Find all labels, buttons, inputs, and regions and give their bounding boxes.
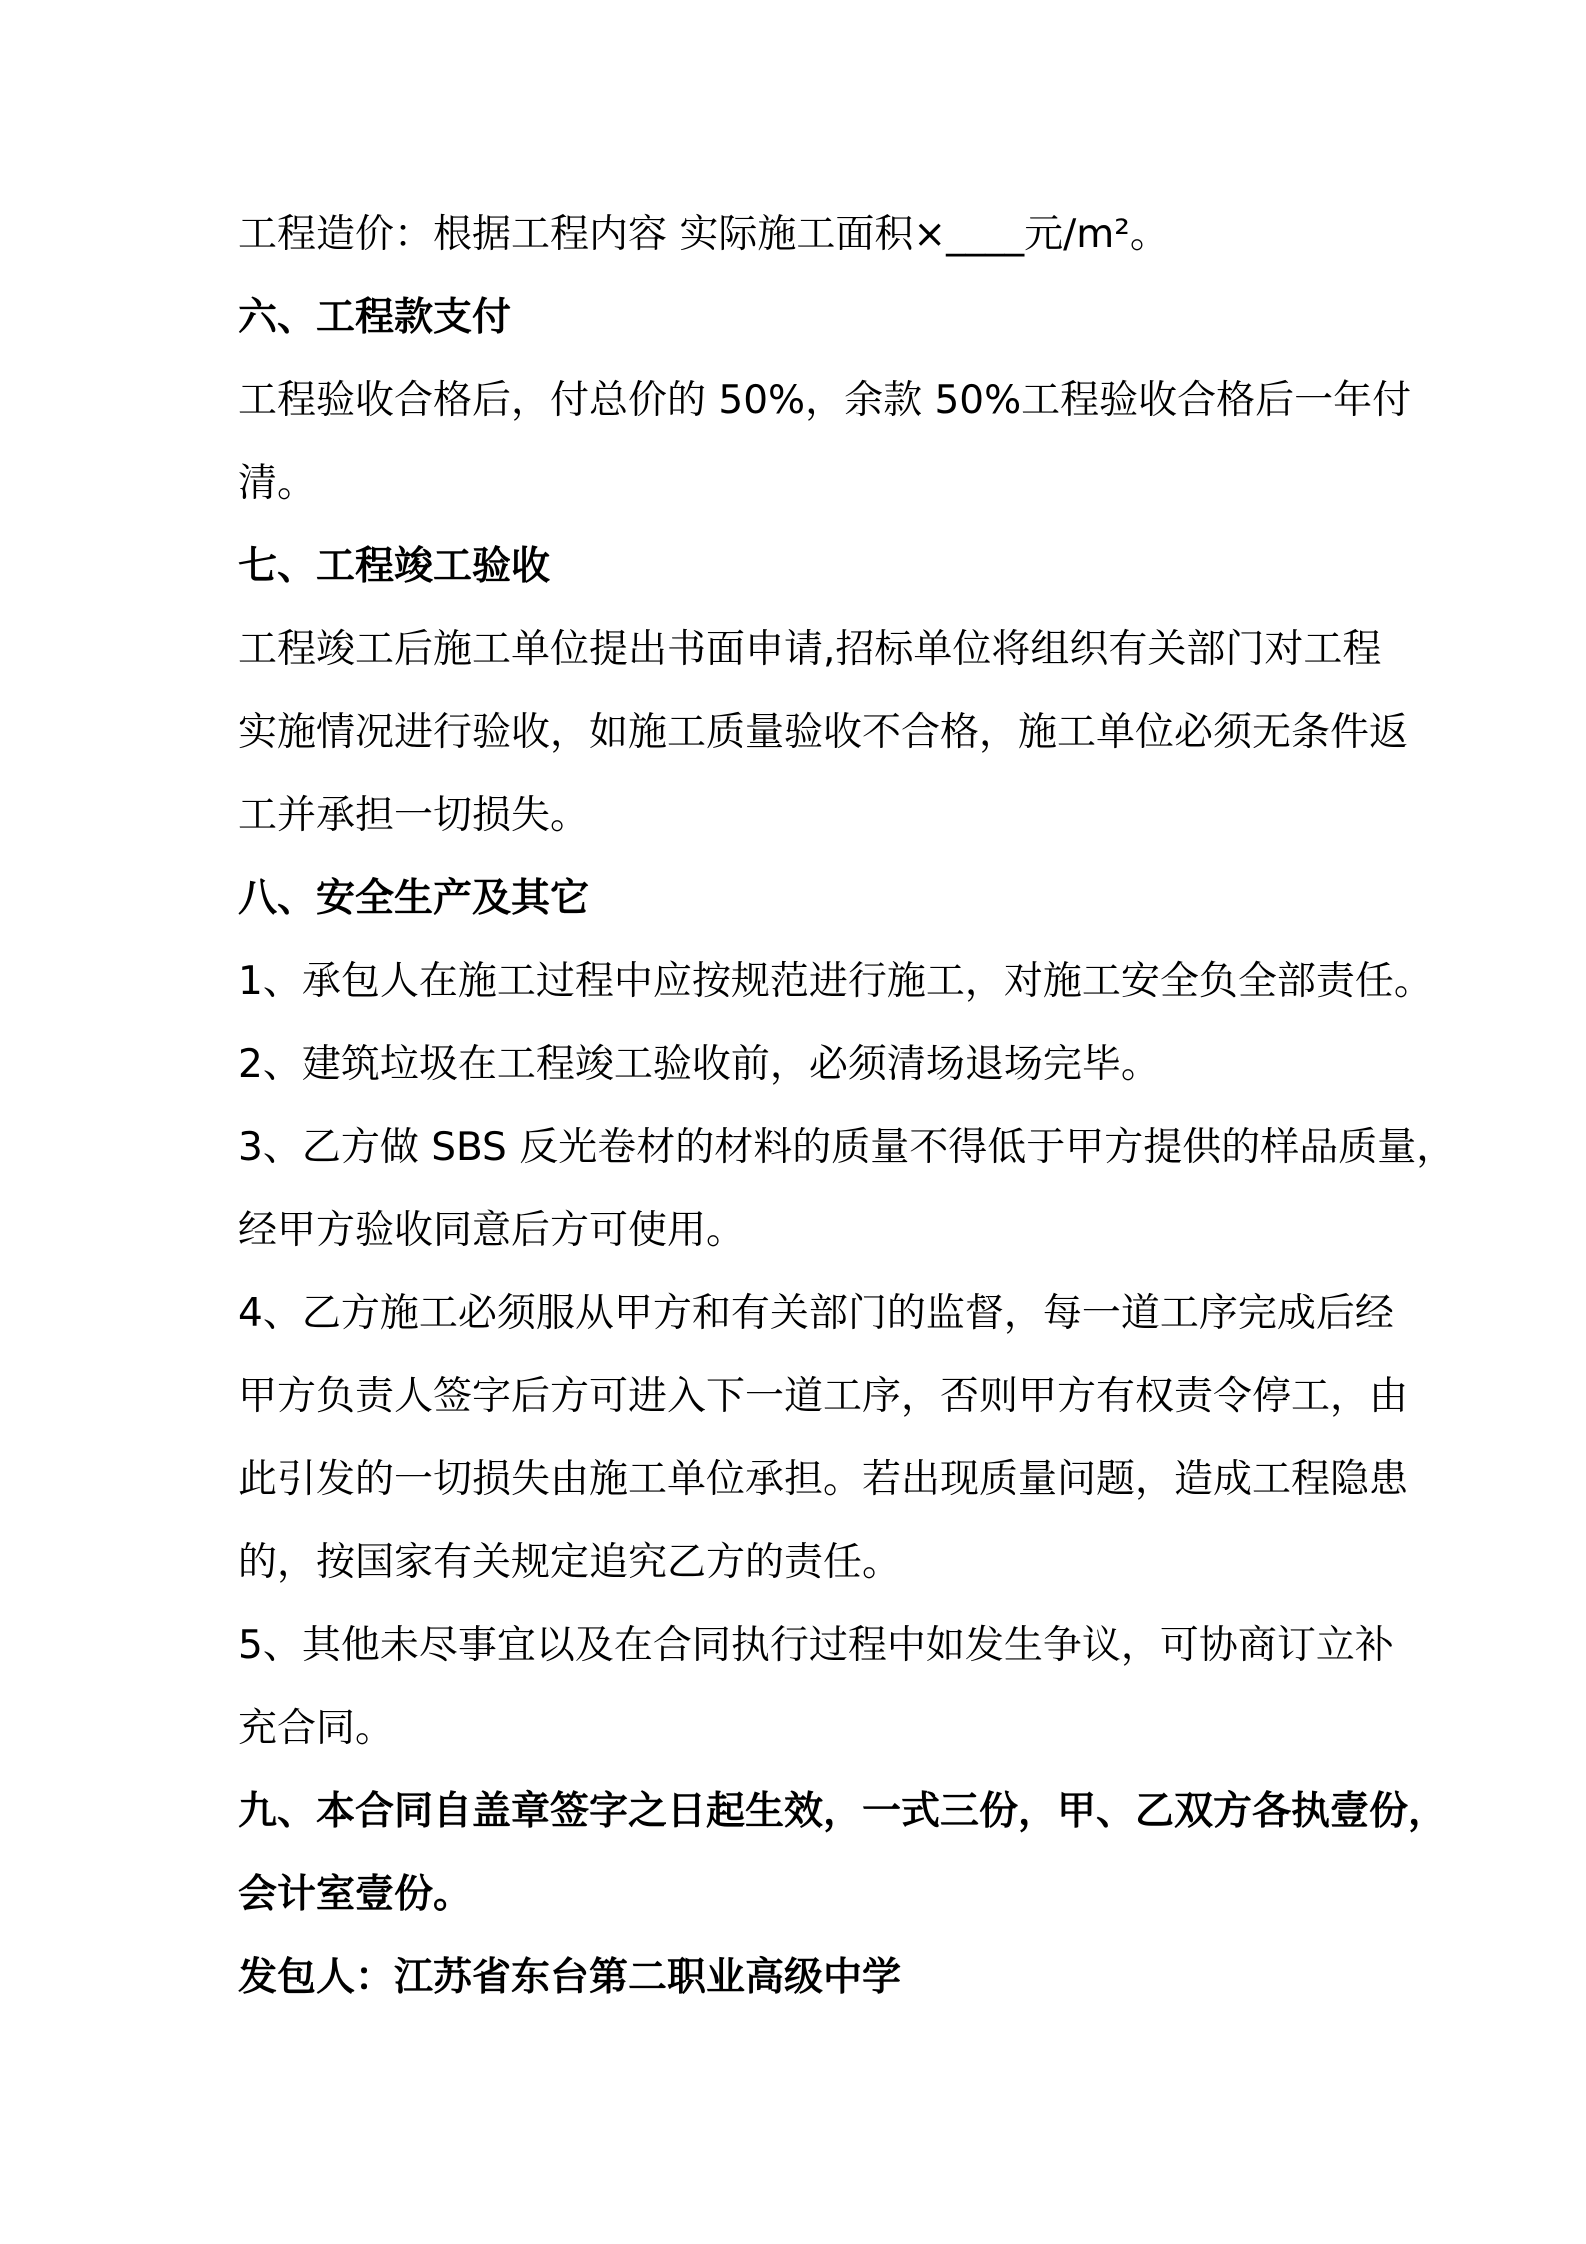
item-3-sbs-material-line-2: 经甲方验收同意后方可使用。 xyxy=(238,1208,746,1253)
item-4-supervision-line-2: 甲方负责人签字后方可进入下一道工序，否则甲方有权责令停工，由 xyxy=(238,1374,1409,1419)
line-project-cost: 工程造价：根据工程内容 实际施工面积×____元/m²。 xyxy=(238,212,1169,257)
heading-section-nine-effect-line-2: 会计室壹份。 xyxy=(238,1872,473,1917)
item-4-supervision-line-3: 此引发的一切损失由施工单位承担。若出现质量问题，造成工程隐患 xyxy=(238,1457,1409,1502)
para-acceptance-line-3: 工并承担一切损失。 xyxy=(238,793,590,838)
para-acceptance-line-1: 工程竣工后施工单位提出书面申请,招标单位将组织有关部门对工程 xyxy=(238,627,1382,672)
heading-section-nine-effect-line-1: 九、本合同自盖章签字之日起生效，一式三份，甲、乙双方各执壹份， xyxy=(238,1789,1448,1834)
item-5-disputes-line-1: 5、其他未尽事宜以及在合同执行过程中如发生争议，可协商订立补 xyxy=(238,1623,1394,1668)
para-acceptance-line-2: 实施情况进行验收，如施工质量验收不合格，施工单位必须无条件返 xyxy=(238,710,1409,755)
heading-section-eight-safety: 八、安全生产及其它 xyxy=(238,876,590,921)
item-3-sbs-material-line-1: 3、乙方做 SBS 反光卷材的材料的质量不得低于甲方提供的样品质量， xyxy=(238,1125,1456,1170)
contract-text-block xyxy=(238,193,1456,2019)
para-payment-line-2: 清。 xyxy=(238,461,317,506)
item-4-supervision-line-1: 4、乙方施工必须服从甲方和有关部门的监督，每一道工序完成后经 xyxy=(238,1291,1394,1336)
para-payment-line-1: 工程验收合格后，付总价的 50%，余款 50%工程验收合格后一年付 xyxy=(238,378,1412,423)
item-1-safety-responsibility: 1、承包人在施工过程中应按规范进行施工，对施工安全负全部责任。 xyxy=(238,959,1433,1004)
heading-section-six-payment: 六、工程款支付 xyxy=(238,295,512,340)
item-2-construction-waste: 2、建筑垃圾在工程竣工验收前，必须清场退场完毕。 xyxy=(238,1042,1160,1087)
line-employer-name: 发包人：江苏省东台第二职业高级中学 xyxy=(238,1955,902,2000)
heading-section-seven-acceptance: 七、工程竣工验收 xyxy=(238,544,551,589)
item-5-disputes-line-2: 充合同。 xyxy=(238,1706,395,1751)
item-4-supervision-line-4: 的，按国家有关规定追究乙方的责任。 xyxy=(238,1540,902,1585)
